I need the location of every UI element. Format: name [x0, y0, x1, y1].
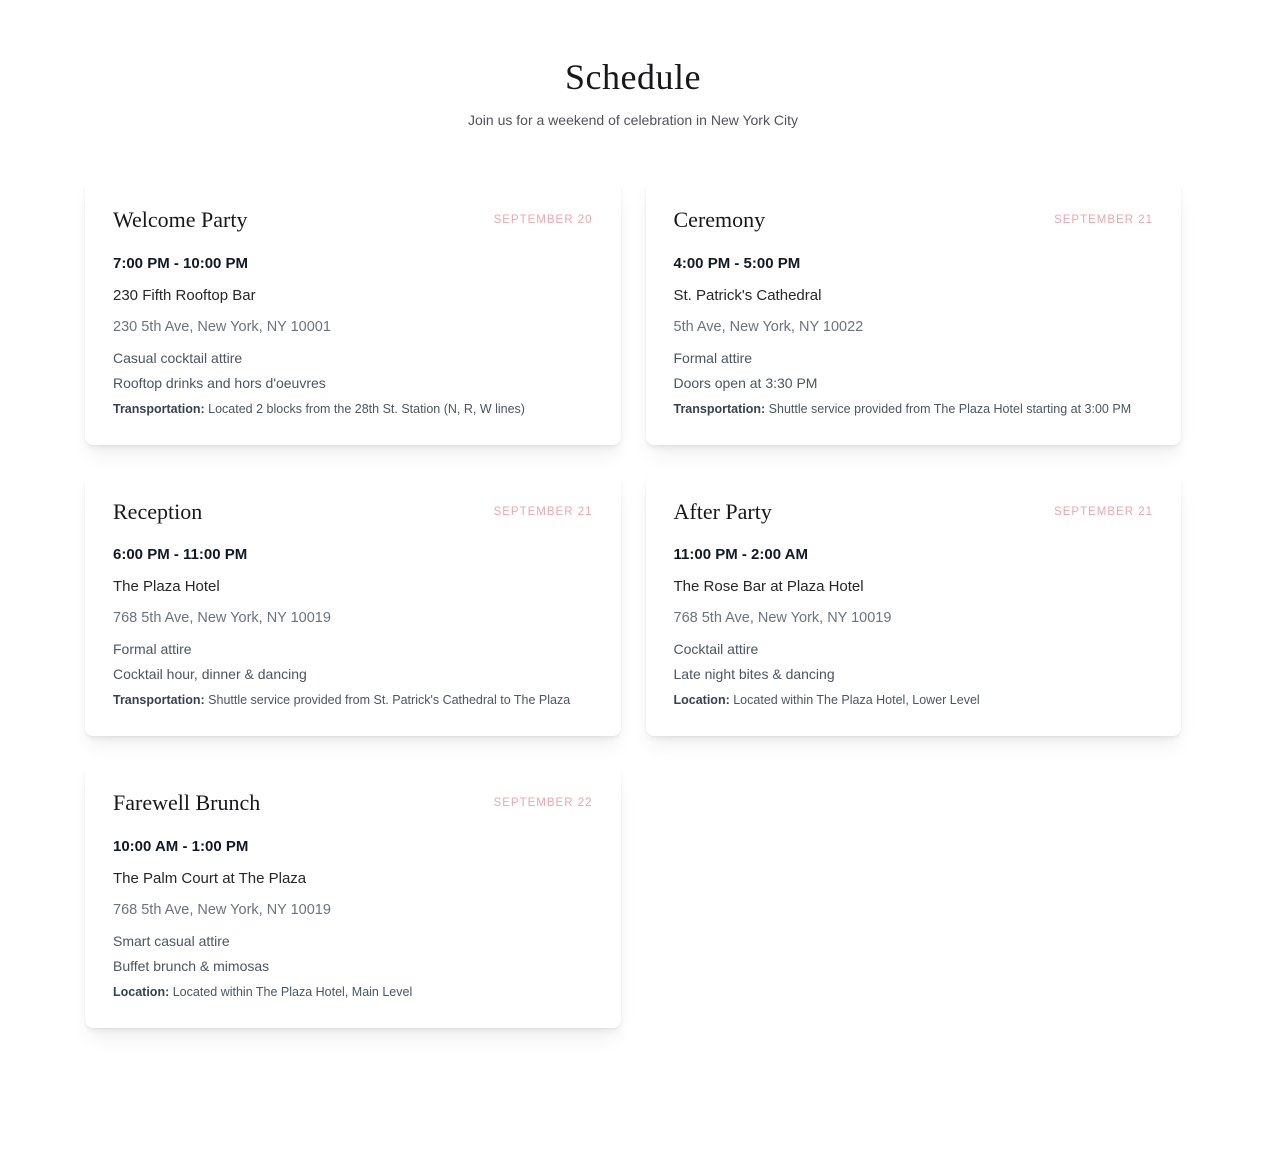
- event-attire: Formal attire: [113, 641, 192, 658]
- event-attire: Casual cocktail attire: [113, 349, 243, 366]
- event-date-badge: SEPTEMBER 21: [1054, 214, 1153, 227]
- event-note: [113, 984, 593, 1001]
- event-time: 4:00 PM - 5:00 PM: [673, 254, 801, 272]
- event-description: Buffet brunch & mimosas: [113, 957, 270, 974]
- event-address: 768 5th Ave, New York, NY 10019: [113, 610, 331, 627]
- event-address: 230 5th Ave, New York, NY 10001: [113, 318, 331, 335]
- event-note: [113, 401, 593, 418]
- event-card-ceremony: [646, 181, 1182, 444]
- event-note: [674, 692, 1154, 709]
- event-attire: Smart casual attire: [113, 932, 230, 949]
- event-date-badge: SEPTEMBER 22: [493, 796, 593, 809]
- card-header: [113, 789, 593, 817]
- event-time: 7:00 PM - 10:00 PM: [113, 254, 249, 272]
- event-venue: The Palm Court at The Plaza: [113, 869, 307, 887]
- event-note-label: Transportation:: [673, 401, 766, 416]
- event-title: Welcome Party: [113, 207, 248, 233]
- event-description: Late night bites & dancing: [673, 666, 835, 683]
- event-note-label: Location:: [113, 984, 170, 999]
- event-title: Farewell Brunch: [113, 790, 261, 816]
- page-title: Schedule: [565, 57, 701, 97]
- event-card-farewell-brunch: [85, 764, 621, 1027]
- event-note-text: Located within The Plaza Hotel, Lower Level: [733, 693, 980, 708]
- event-note: [674, 401, 1154, 418]
- event-card-welcome-party: [85, 181, 621, 444]
- event-note-text: Shuttle service provided from The Plaza Hotel starting at 3:00 PM: [768, 401, 1132, 416]
- event-address: 768 5th Ave, New York, NY 10019: [113, 901, 331, 918]
- event-description: Rooftop drinks and hors d'oeuvres: [113, 374, 326, 391]
- card-header: [674, 498, 1154, 526]
- event-card-reception: [85, 473, 621, 736]
- event-address: 768 5th Ave, New York, NY 10019: [673, 610, 892, 627]
- event-attire: Cocktail attire: [673, 641, 759, 658]
- card-header: [113, 206, 593, 234]
- page-header: [0, 0, 1266, 129]
- event-card-after-party: [646, 473, 1182, 736]
- event-note-label: Transportation:: [113, 693, 205, 708]
- event-description: Doors open at 3:30 PM: [673, 374, 818, 391]
- event-attire: Formal attire: [673, 349, 753, 366]
- event-venue: The Plaza Hotel: [113, 578, 220, 596]
- event-time: 6:00 PM - 11:00 PM: [113, 546, 248, 564]
- event-date-badge: SEPTEMBER 20: [493, 214, 593, 227]
- event-title: After Party: [673, 498, 772, 524]
- page-subtitle: Join us for a weekend of celebration in New York City: [468, 112, 798, 129]
- event-time: 11:00 PM - 2:00 AM: [673, 546, 808, 564]
- event-title: Ceremony: [673, 207, 766, 233]
- event-date-badge: SEPTEMBER 21: [1054, 505, 1153, 518]
- event-note-text: Shuttle service provided from St. Patrick's Cathedral to The Plaza: [208, 693, 571, 708]
- event-note-text: Located 2 blocks from the 28th St. Station (N, R, W lines): [208, 401, 525, 416]
- event-note-label: Location:: [673, 693, 730, 708]
- event-date-badge: SEPTEMBER 21: [493, 505, 593, 518]
- event-title: Reception: [113, 498, 203, 524]
- event-venue: 230 Fifth Rooftop Bar: [113, 286, 256, 304]
- event-venue: The Rose Bar at Plaza Hotel: [673, 578, 864, 596]
- card-header: [113, 498, 593, 526]
- event-note-label: Transportation:: [113, 401, 205, 416]
- card-header: [674, 206, 1154, 234]
- event-description: Cocktail hour, dinner & dancing: [113, 666, 307, 683]
- event-note: [113, 692, 593, 709]
- event-time: 10:00 AM - 1:00 PM: [113, 837, 249, 855]
- events-grid: [85, 181, 1181, 1027]
- event-note-text: Located within The Plaza Hotel, Main Level: [172, 984, 413, 999]
- event-address: 5th Ave, New York, NY 10022: [673, 318, 864, 335]
- event-venue: St. Patrick's Cathedral: [673, 286, 822, 304]
